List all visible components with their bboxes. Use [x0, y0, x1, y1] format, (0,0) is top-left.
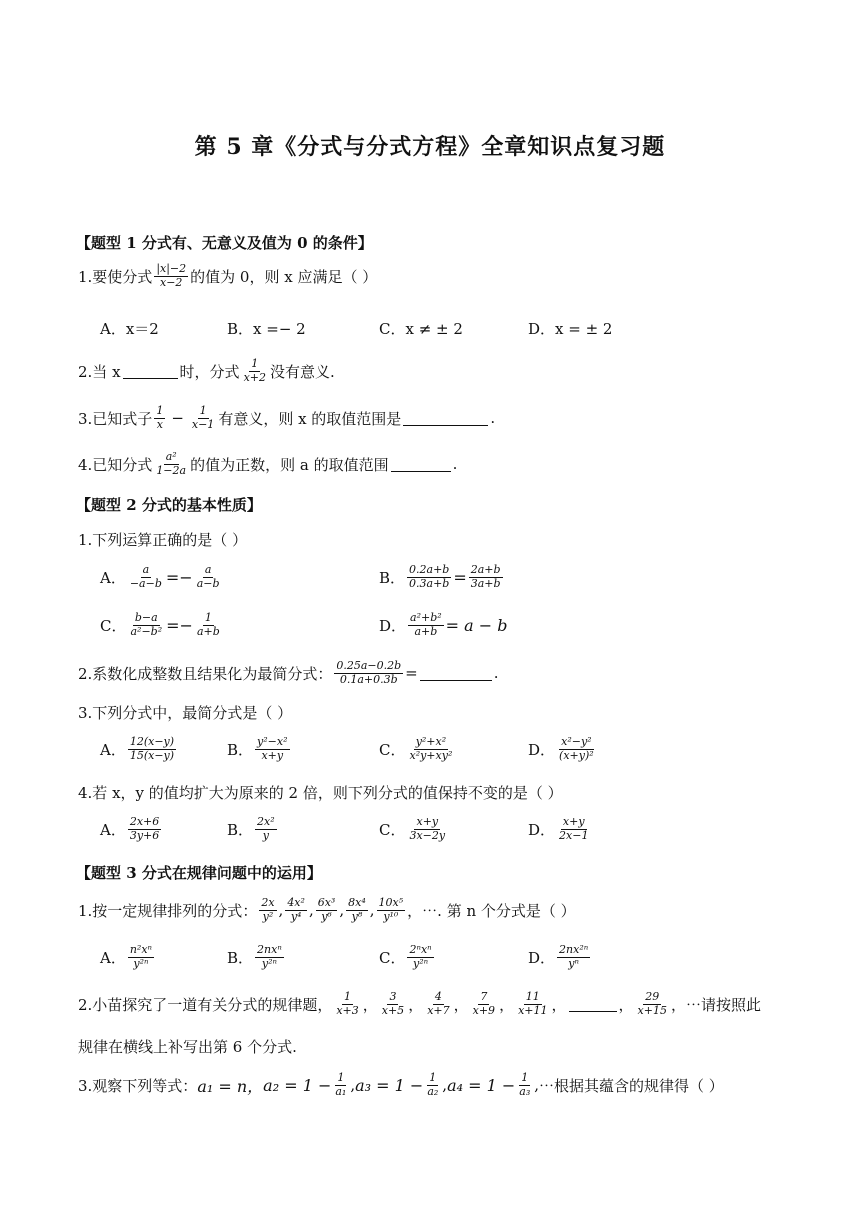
t1-q1-option-d[interactable]: D．x = ± 2	[528, 320, 613, 338]
answer-blank[interactable]	[123, 364, 178, 379]
t2-q3-option-a[interactable]: A． $\frac{12(x-y)}{15(x-y)}$	[100, 735, 175, 762]
fraction: $\frac{0.25a-0.2b}{0.1a+0.3b}$	[336, 659, 402, 686]
t2-q3-option-d[interactable]: D． $\frac{\text{x²−y²}}{\text{(x+y)²}}$	[528, 735, 594, 762]
t2-q4-option-c[interactable]: C． $\frac{x+y}{3x-2y}$	[379, 815, 446, 842]
t3-q3-stem: 3.观察下列等式： a₁ = n， a₂ = 1 − $\frac{1}{\text{a₁}}$ , a₃ = 1 − $\frac{1}{\text{a₂}}$ , a₄ = 1 − $\frac{1}{\text{a₃}}$ , ⋯根据其蕴含的规律得（ ）	[78, 1071, 724, 1098]
t2-q1-option-a[interactable]: A． $\frac{a}{-a-b}$ =− $\frac{a}{a-b}$	[100, 563, 220, 590]
fraction: $\frac{1}{x-1}$	[191, 404, 215, 431]
t2-q1-option-c[interactable]: C． $\frac{b-a}{\text{a²−b²}}$ =− $\frac{1}{a+b}$	[100, 611, 220, 638]
answer-blank[interactable]	[403, 411, 488, 426]
t2-q3-stem: 3.下列分式中，最简分式是（ ）	[78, 704, 293, 722]
t2-q3-option-b[interactable]: B． $\frac{\text{y²−x²}}{x+y}$	[227, 735, 288, 762]
t1-q2-stem: 2.当 x 时，分式 $\frac{1}{x+2}$ 没有意义.	[78, 357, 335, 384]
fraction: $\frac{|x|-2}{x-2}$	[156, 262, 187, 289]
t1-q1-stem: 1.要使分式 $\frac{|x|-2}{x-2}$ 的值为 0，则 x 应满足（ ）	[78, 262, 378, 289]
section-header-3: 【题型 3 分式在规律问题中的运用】	[76, 864, 322, 882]
t1-q1-option-c[interactable]: C．x ≠ ± 2	[379, 320, 463, 338]
t2-q2-stem: 2.系数化成整数且结果化为最简分式： $\frac{0.25a-0.2b}{0.1a+0.3b}$ = .	[78, 659, 499, 686]
answer-blank[interactable]	[569, 997, 617, 1012]
section-header-1: 【题型 1 分式有、无意义及值为 0 的条件】	[76, 234, 373, 252]
t2-q4-stem: 4.若 x，y 的值均扩大为原来的 2 倍，则下列分式的值保持不变的是（ ）	[78, 784, 563, 802]
t2-q1-option-b[interactable]: B． $\frac{0.2a+b}{0.3a+b}$ = $\frac{2a+b}{3a+b}$	[379, 563, 501, 590]
answer-blank[interactable]	[420, 666, 492, 681]
t1-q4-stem: 4.已知分式 $\frac{\text{a²}}{1-2a}$ 的值为正数，则 a 的取值范围 .	[78, 450, 458, 477]
section-header-2: 【题型 2 分式的基本性质】	[76, 496, 262, 514]
fraction: $\frac{\text{a²}}{1-2a}$	[156, 450, 187, 477]
t2-q1-stem: 1.下列运算正确的是（ ）	[78, 531, 248, 549]
t3-q2-stem-line2: 规律在横线上补写出第 6 个分式.	[78, 1038, 297, 1056]
page-title: 第 5 章《分式与分式方程》全章知识点复习题	[194, 134, 666, 160]
t2-q4-option-b[interactable]: B． $\frac{\text{2x²}}{y}$	[227, 815, 275, 842]
t3-q2-stem: 2.小苗探究了一道有关分式的规律题， $\frac{1}{x+3}$ ， $\frac{3}{x+5}$ ， $\frac{4}{x+7}$ ， $\frac{7}{x+9}$ ， $\frac{11}{x+11}$ ， ， $\frac{29}{x+15}$ ，⋯请按照此	[78, 990, 761, 1017]
t1-q3-stem: 3.已知式子 $\frac{1}{x}$ − $\frac{1}{x-1}$ 有意义，则 x 的取值范围是 .	[78, 404, 496, 431]
t2-q1-option-d[interactable]: D． $\frac{\text{a²+b²}}{a+b}$ = a − b	[379, 611, 508, 638]
t2-q3-option-c[interactable]: C． $\frac{\text{y²+x²}}{\text{x²y+xy²}}$	[379, 735, 453, 762]
fraction: $\frac{1}{x+2}$	[243, 357, 266, 384]
t1-q1-option-b[interactable]: B．x =− 2	[227, 320, 306, 338]
t3-q1-option-d[interactable]: D． $\frac{\text{2nx²ⁿ}}{\text{yⁿ}}$	[528, 943, 589, 970]
t3-q1-option-a[interactable]: A． $\frac{\text{n²xⁿ}}{\text{y²ⁿ}}$	[100, 943, 152, 970]
t3-q1-stem: 1.按一定规律排列的分式： $\frac{2x}{\text{y²}}$ , $\frac{\text{4x²}}{\text{y⁴}}$ , $\frac{\text{6x³}}{\text{y⁶}}$ , $\frac{\text{8x⁴}}{\text{y⁸}}$ , $\frac{\text{10x⁵}}{\text{y¹⁰}}$ ，⋯. 第 n 个分式是（ ）	[78, 896, 576, 923]
t3-q1-option-c[interactable]: C． $\frac{\text{2ⁿxⁿ}}{\text{y²ⁿ}}$	[379, 943, 432, 970]
t2-q4-option-d[interactable]: D． $\frac{x+y}{2x-1}$	[528, 815, 589, 842]
answer-blank[interactable]	[391, 457, 451, 472]
fraction: $\frac{1}{x}$	[156, 404, 164, 431]
t2-q4-option-a[interactable]: A． $\frac{2x+6}{3y+6}$	[100, 815, 160, 842]
t3-q1-option-b[interactable]: B． $\frac{\text{2nxⁿ}}{\text{y²ⁿ}}$	[227, 943, 282, 970]
t1-q1-option-a[interactable]: A．x＝2	[100, 320, 159, 338]
